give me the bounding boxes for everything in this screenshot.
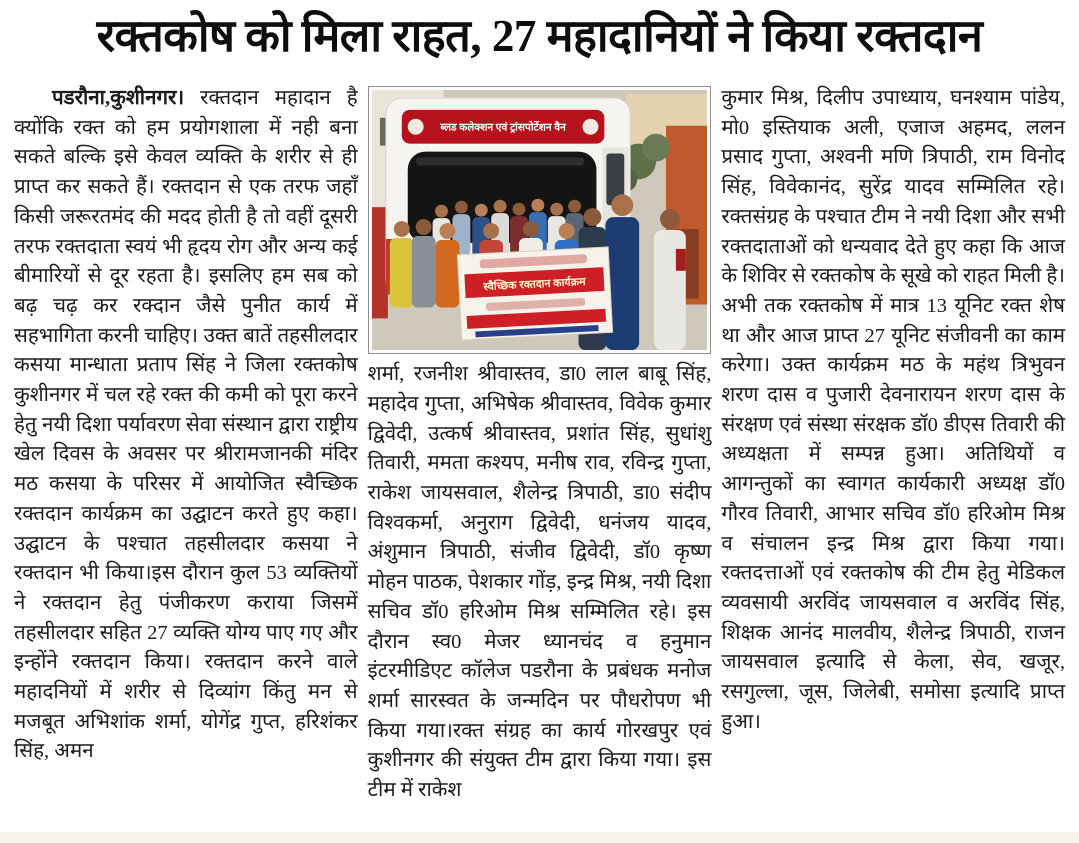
windshield-glare: [415, 158, 584, 166]
van-banner-logo-icon: [582, 119, 598, 135]
tree: [642, 134, 670, 162]
column-left: [14, 84, 358, 843]
event-banner-text: स्वैच्छिक रक्तदान कार्यक्रम: [482, 275, 586, 294]
event-banner: [457, 247, 612, 340]
scan-edge-strip: [0, 832, 1079, 843]
column-middle: [368, 84, 712, 843]
van-banner-logo-icon: [407, 119, 423, 135]
column-right-text: कुमार मिश्र, दिलीप उपाध्याय, घनश्याम पांडेय, मो0 इस्तियाक अली, एजाज अहमद, ललन प्रसाद गुप्ता, अश्वनी मणि त्रिपाठी, राम विनोद सिंह, विवेकानंद, सुरेंद्र यादव सम्मिलित रहे। रक्तसंग्रह के पश्चात टीम ने नयी दिशा और सभी रक्तदाताओं को धन्यवाद देते हुए कहा कि आज के शिविर से रक्तकोष के सूखे को राहत मिली है। अभी तक रक्तकोष में मात्र 13 यूनिट रक्त शेष था और आज प्राप्त 27 यूनिट संजीवनी का काम करेगा। उक्त कार्यक्रम मठ के महंथ त्रिभुवन शरण दास व पुजारी देवनारायन शरण दास के संरक्षण एवं संस्था संरक्षक डॉ0 डीएस तिवारी की अध्यक्षता में सम्पन्न हुआ। अतिथियों व आगन्तुकों का स्वागत कार्यकारी अध्यक्ष डॉ0 गौरव तिवारी, आभार सचिव डॉ0 हरिओम मिश्र व संचालन इन्द्र मिश्र द्वारा किया गया। रक्तदत्ताओं एवं रक्तकोष की टीम हेतु मेडिकल व्यवसायी अरविंद जायसवाल व अरविंद सिंह, शिक्षक आनंद मालवीय, शैलेन्द्र त्रिपाठी, राजन जायसवाल इत्यादि से केला, सेव, खजूर, रसगुल्ला, जूस, जिलेबी, समोसा इत्यादि प्राप्त हुआ।: [721, 87, 1066, 733]
event-photo: [368, 86, 712, 354]
event-photo-graphic: [372, 90, 708, 350]
dateline: पडरौना,कुशीनगर।: [52, 87, 185, 109]
column-right: [721, 84, 1065, 843]
article-body: [0, 84, 1079, 843]
headline: रक्तकोष को मिला राहत, 27 महादानियों ने किया रक्तदान: [96, 11, 983, 61]
van-banner-text: ब्लड कलेक्शन एवं ट्रांसपोर्टेशन वैन: [440, 122, 566, 134]
column-middle-text: शर्मा, रजनीश श्रीवास्तव, डा0 लाल बाबू सिंह, महादेव गुप्ता, अभिषेक श्रीवास्तव, विवेक कुमार द्विवेदी, उत्कर्ष श्रीवास्तव, प्रशांत सिंह, सुधांशु तिवारी, ममता कश्यप, मनीष राव, रविन्द्र गुप्ता, राकेश जायसवाल, शैलेन्द्र त्रिपाठी, डा0 संदीप विश्वकर्मा, अनुराग द्विवेदी, धनंजय यादव, अंशुमान त्रिपाठी, संजीव द्विवेदी, डॉ0 कृष्ण मोहन पाठक, पेशकार गोंड़, इन्द्र मिश्र, नयी दिशा सचिव डॉ0 हरिओम मिश्र सम्मिलित रहे। इस दौरान स्व0 मेजर ध्यानचंद व हनुमान इंटरमीडिएट कॉलेज पडरौना के प्रबंधक मनोज शर्मा सारस्वत के जन्मदिन पर पौधरोपण भी किया गया।रक्त संग्रह का कार्य गोरखपुर एवं कुशीनगर की संयुक्त टीम द्वारा किया गया। इस टीम में राकेश: [367, 363, 712, 802]
column-left-paragraph: [14, 84, 358, 767]
column-left-text: रक्तदान महादान है क्योंकि रक्त को हम प्रयोगशाला में नही बना सकते बल्कि इसे केवल व्यक्ति के शरीर से ही प्राप्त कर सकते हैं। रक्तदान से एक तरफ जहाँ किसी जरूरतमंद की मदद होती है तो वहीं दूसरी तरफ रक्तदाता स्वयं भी हृदय रोग और अन्य कई बीमारियों से दूर रहता है। इसलिए हम सब को बढ़ चढ़ कर रक्दान जैसे पुनीत कार्य में सहभागिता करनी चाहिए। उक्त बातें तहसीलदार कसया मान्धाता प्रताप सिंह ने जिला रक्तकोष कुशीनगर में चल रहे रक्त की कमी को पूरा करने हेतु नयी दिशा पर्यावरण सेवा संस्थान द्वारा राष्ट्रीय खेल दिवस के अवसर पर श्रीरामजानकी मंदिर मठ कसया के परिसर में आयोजित स्वैच्छिक रक्तदान कार्यक्रम का उद्घाटन करते हुए कहा। उद्घाटन के पश्चात तहसीलदार कसया ने रक्तदान भी किया।इस दौरान कुल 53 व्यक्तियों ने रक्तदान हेतु पंजीकरण कराया जिसमें तहसीलदार सहित 27 व्यक्ति योग्य पाए गए और इन्होंने रक्तदान किया। रक्तदान करने वाले महादनियों में शरीर से दिव्यांग किंतु मन से मजबूत अभिशांक शर्मा, योगेंद्र गुप्त, हरिशंकर सिंह, अमन: [14, 87, 358, 763]
